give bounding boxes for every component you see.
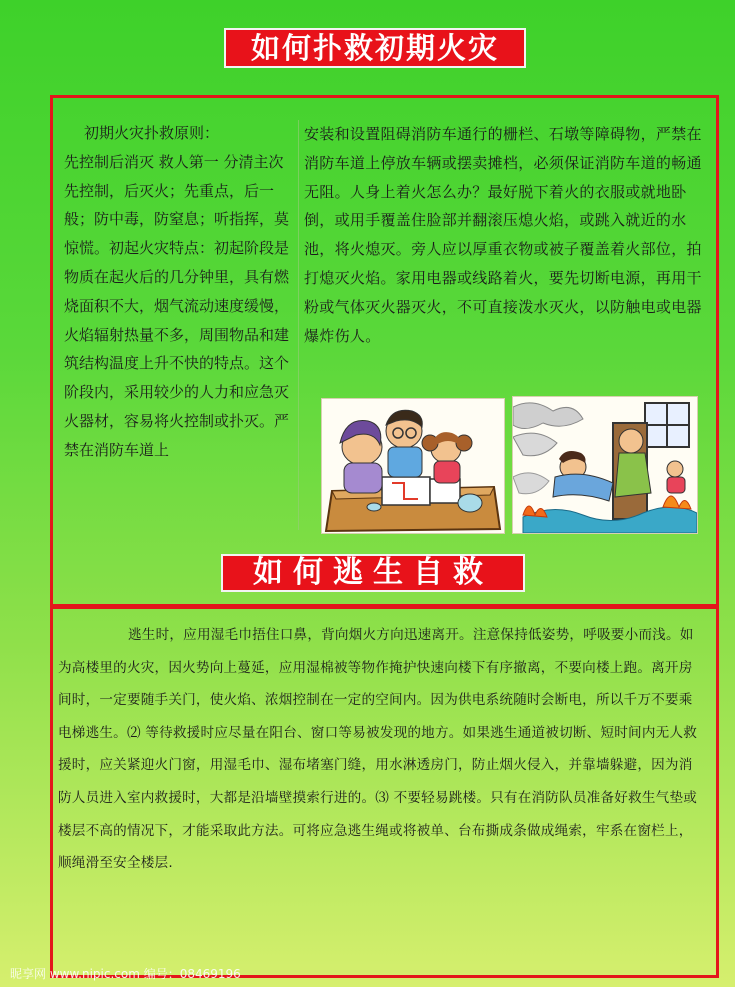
fire-escape-illustration [512, 396, 698, 534]
column-divider [298, 120, 299, 530]
right-column-text: 安装和设置阻碍消防车通行的栅栏、石墩等障碍物，严禁在消防车道上停放车辆或摆卖摊档，必须保证消防车道的畅通无阻。人身上着火怎么办？最好脱下着火的衣服或就地卧倒，或用手覆盖住脸部并翻滚压熄火焰，或跳入就近的水池，将火熄灭。旁人应以厚重衣物或被子覆盖着火部位，拍打熄灭火焰。家用电器或线路着火，要先切断电源，再用干粉或气体灭火器灭火，不可直接泼水灭火，以防触电或电器爆炸伤人。 [304, 125, 702, 345]
family-table-illustration [321, 398, 505, 534]
left-column-heading: 初期火灾扑救原则： [84, 124, 220, 142]
section-title: 如何逃生自救 [253, 555, 493, 590]
watermark: 昵享网 www.nipic.com 编号：08469196 [10, 967, 241, 981]
section-title-banner [221, 554, 525, 592]
page-title-banner [224, 28, 526, 68]
escape-paragraph: 逃生时，应用湿毛巾捂住口鼻，背向烟火方向迅速离开。注意保持低姿势，呼吸要小而浅。如为高楼里的火灾，因火势向上蔓延，应用湿棉被等物作掩护快速向楼下有序撤离，不要向楼上跑。离开房间时，一定要随手关门，使火焰、浓烟控制在一定的空间内。因为供电系统随时会断电，所以千万不要乘电梯逃生。⑵ 等待救援时应尽量在阳台、窗口等易被发现的地方。如果逃生通道被切断、短时间内无人救援时，应关紧迎火门窗，用湿毛巾、湿布堵塞门缝，用水淋透房门，防止烟火侵入，并靠墙躲避，因为消防人员进入室内救援时，大都是沿墙壁摸索行进的。⑶ 不要轻易跳楼。只有在消防队员准备好救生气垫或楼层不高的情况下，才能采取此方法。可将应急逃生绳或将被单、台布撕成条做成绳索，牢系在窗栏上，顺绳滑至安全楼层. [58, 627, 698, 872]
fire-escape-image [513, 397, 697, 533]
page-title: 如何扑救初期火灾 [250, 31, 499, 65]
escape-text [58, 619, 702, 880]
left-column-text: 先控制后消灭 救人第一 分清主次 先控制，后灭火；先重点，后一般；防中毒，防窒息；听指挥，莫惊慌。初起火灾特点：初起阶段是物质在起火后的几分钟里，具有燃烧面积不大，烟气流动速度缓慢，火焰辐射热量不多，周围物品和建筑结构温度上升不快的特点。这个阶段内，采用较少的人力和应急灭火器材，容易将火控制或扑灭。严禁在消防车道上 [64, 152, 290, 459]
left-column [64, 119, 296, 465]
family-table-image [322, 399, 504, 533]
